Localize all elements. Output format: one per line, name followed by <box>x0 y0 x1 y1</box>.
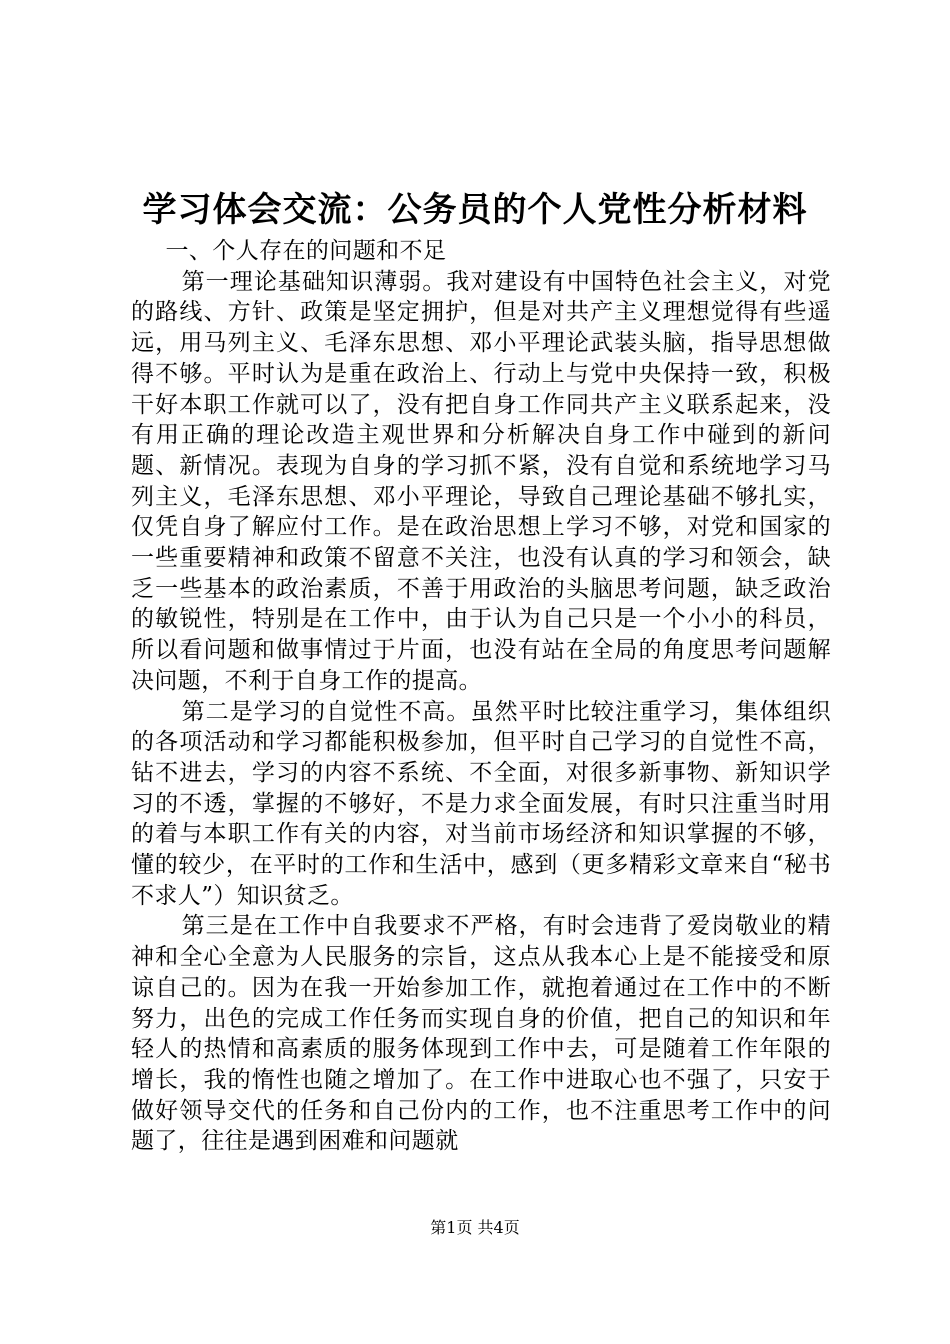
document-title: 学习体会交流：公务员的个人党性分析材料 <box>142 190 808 230</box>
paragraph-1: 第一理论基础知识薄弱。我对建设有中国特色社会主义，对党的路线、方针、政策是坚定拥护，但是对共产主义理想觉得有些遥远，用马列主义、毛泽东思想、邓小平理论武装头脑，指导思想做得不够。平时认为是重在政治上、行动上与党中央保持一致，积极干好本职工作就可以了，没有把自身工作同共产主义联系起来，没有用正确的理论改造主观世界和分析解决自身工作中碰到的新问题、新情况。表现为自身的学习抓不紧，没有自觉和系统地学习马列主义，毛泽东思想、邓小平理论，导致自己理论基础不够扎实，仅凭自身了解应付工作。是在政治思想上学习不够，对党和国家的一些重要精神和政策不留意不关注，也没有认真的学习和领会，缺乏一些基本的政治素质，不善于用政治的头脑思考问题，缺乏政治的敏锐性，特别是在工作中，由于认为自己只是一个小小的科员，所以看问题和做事情过于片面，也没有站在全局的角度思考问题解决问题，不利于自身工作的提高。 <box>131 268 831 694</box>
section-heading: 一、个人存在的问题和不足 <box>165 238 447 264</box>
document-body <box>131 236 831 1157</box>
paragraph-3: 第三是在工作中自我要求不严格，有时会违背了爱岗敬业的精神和全心全意为人民服务的宗旨，这点从我本心上是不能接受和原谅自己的。因为在我一开始参加工作，就抱着通过在工作中的不断努力，出色的完成工作任务而实现自身的价值，把自己的知识和年轻人的热情和高素质的服务体现到工作中去，可是随着工作年限的增长，我的惰性也随之增加了。在工作中进取心也不强了，只安于做好领导交代的任务和自己份内的工作，也不注重思考工作中的问题了，往往是遇到困难和问题就 <box>131 913 831 1155</box>
page-footer: 第1页 共4页 <box>430 1218 520 1237</box>
paragraph-2: 第二是学习的自觉性不高。虽然平时比较注重学习，集体组织的各项活动和学习都能积极参加，但平时自己学习的自觉性不高，钻不进去，学习的内容不系统、不全面，对很多新事物、新知识学习的不透，掌握的不够好，不是力求全面发展，有时只注重当时用的着与本职工作有关的内容，对当前市场经济和知识掌握的不够，懂的较少，在平时的工作和生活中，感到（更多精彩文章来自“秘书不求人”）知识贫乏。 <box>131 698 831 909</box>
